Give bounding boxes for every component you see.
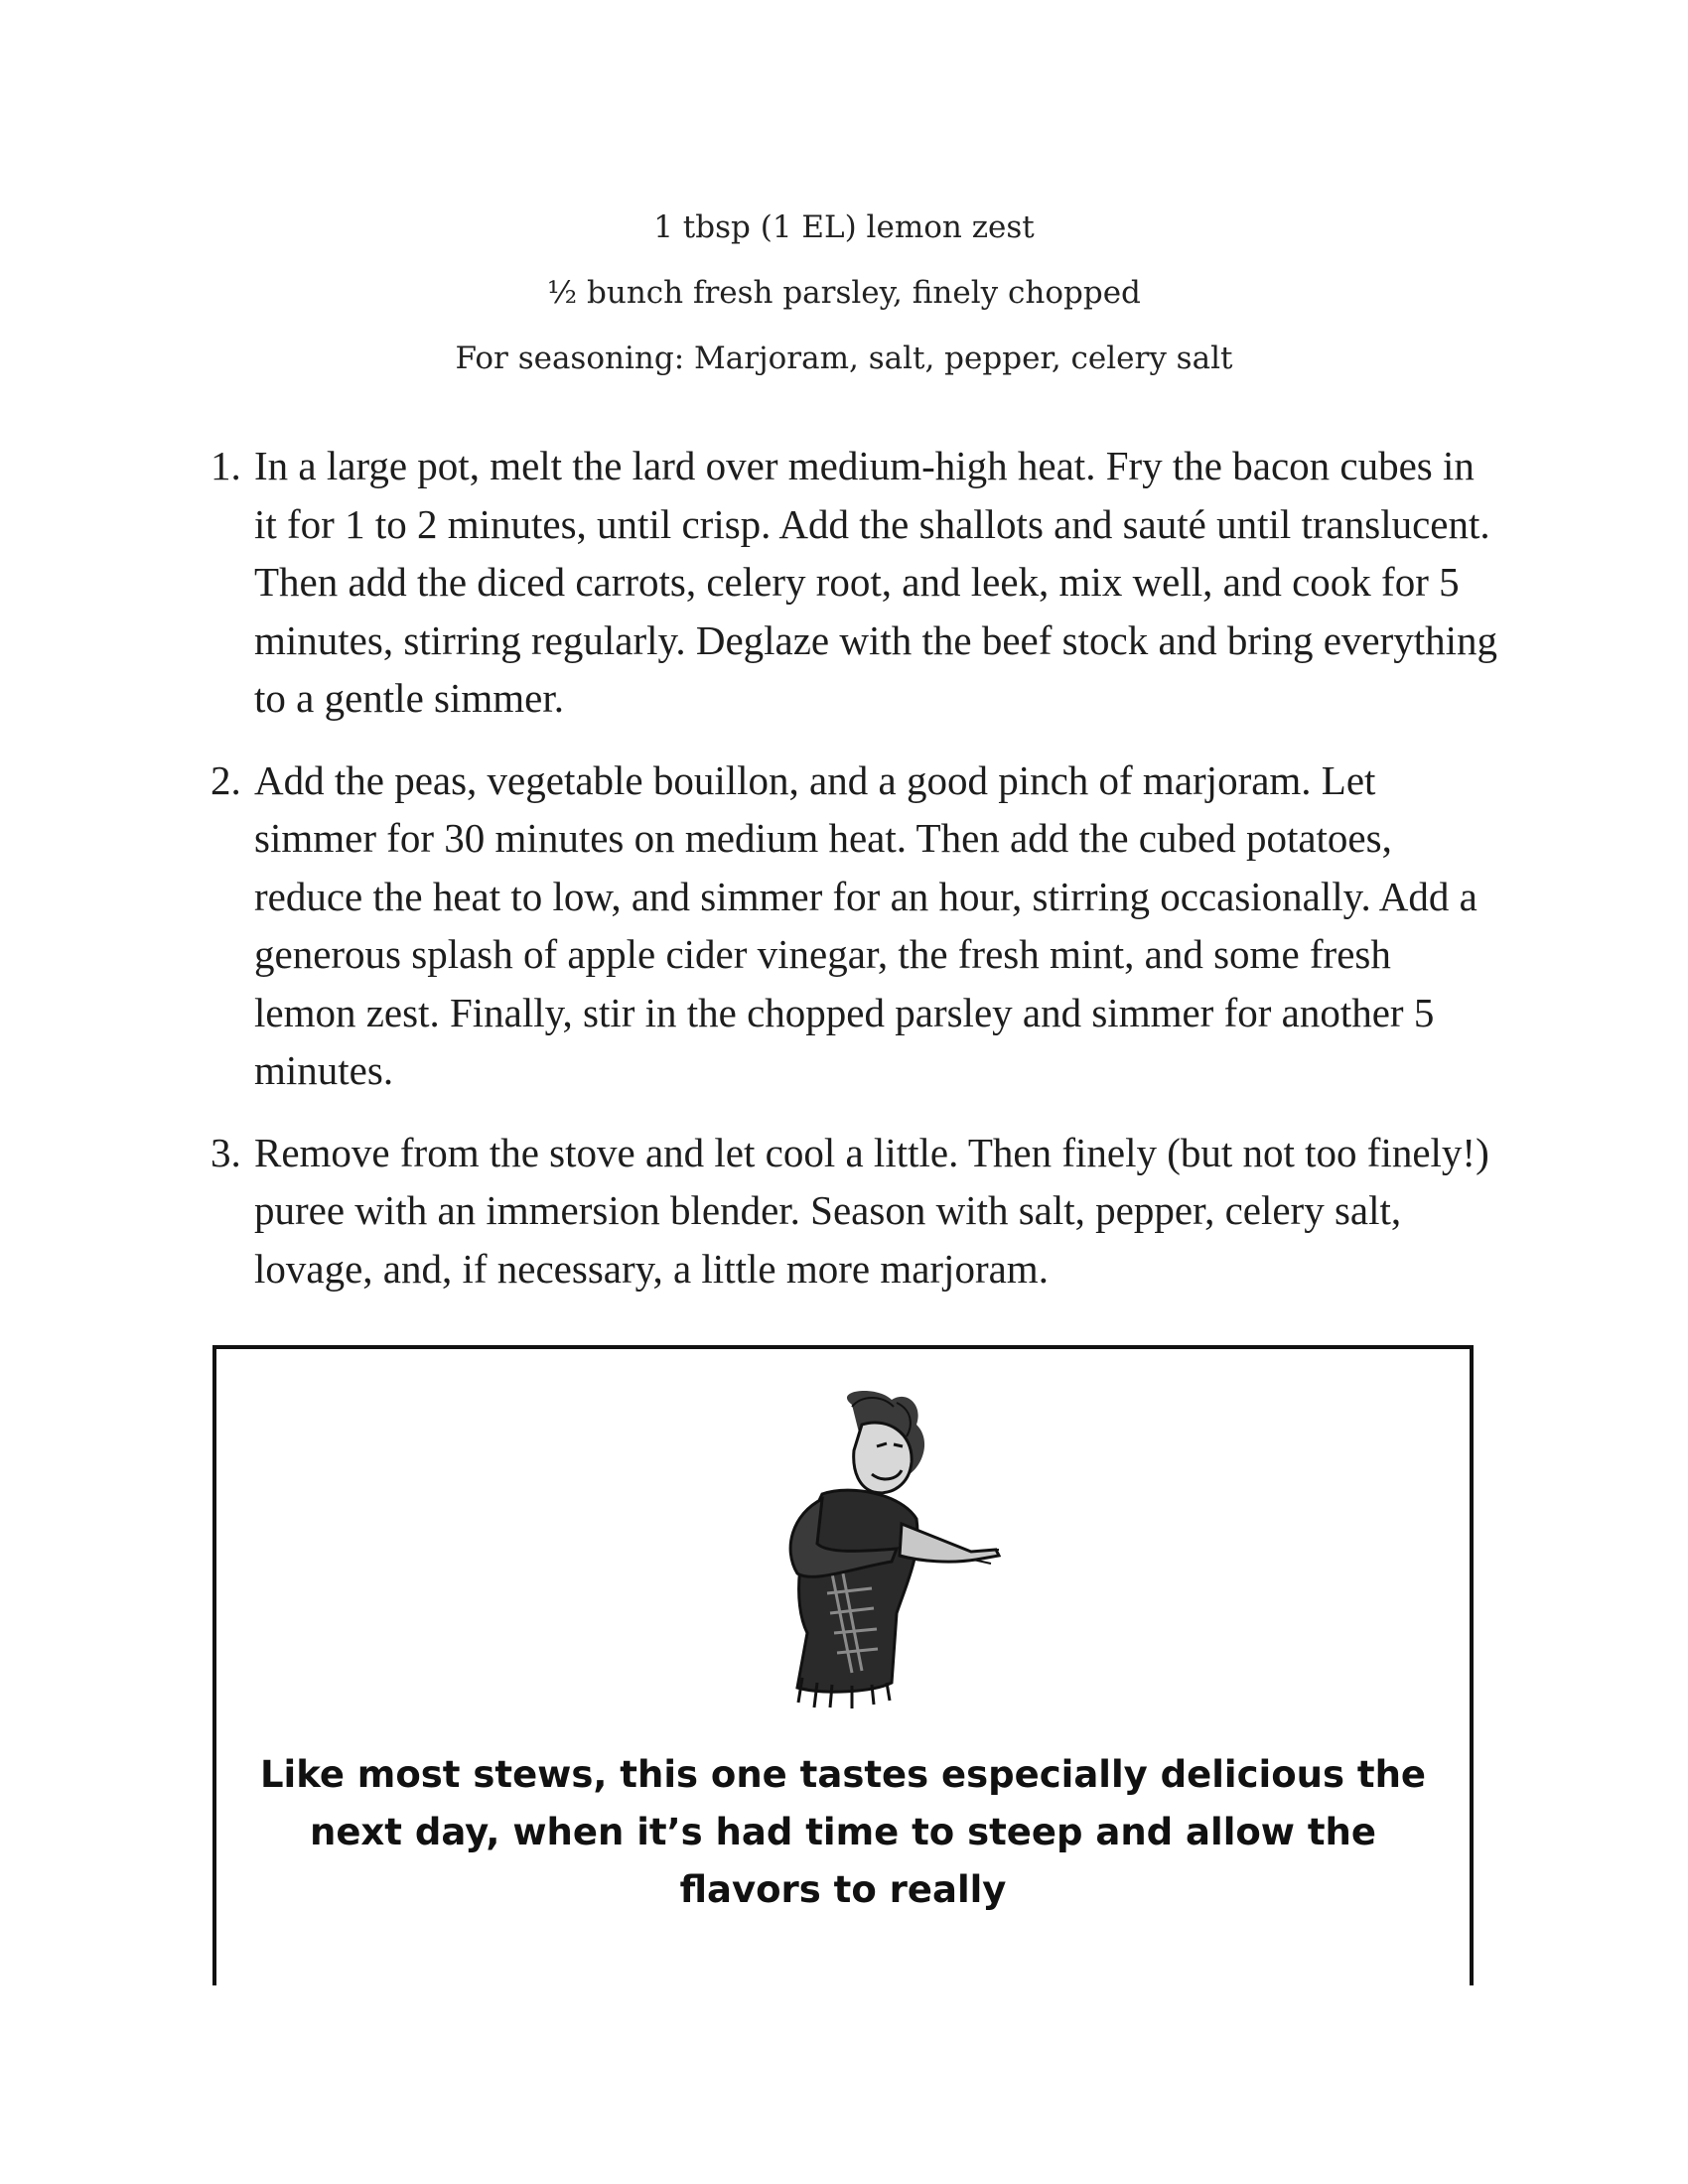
instruction-steps	[211, 437, 1501, 1321]
step-number: 2.	[211, 756, 241, 803]
ingredient-line: 1 tbsp (1 EL) lemon zest	[653, 209, 1035, 245]
instruction-step	[211, 1124, 1501, 1298]
step-text: Add the peas, vegetable bouillon, and a good pinch of marjoram. Let simmer for 30 minutes on medium heat. Then add the cubed potatoes, reduce the heat to low, and simmer for an hour, stirring occasionally. Add a generous splash of apple cider vinegar, the fresh mint, and some fresh lemon zest. Finally, stir in the chopped parsley and simmer for another 5 minutes.	[254, 756, 1477, 1093]
step-text: In a large pot, melt the lard over medium-high heat. Fry the bacon cubes in it for 1 to 2 minutes, until crisp. Add the shallots and sauté until translucent. Then add the diced carrots, celery root, and leek, mix well, and cook for 5 minutes, stirring regularly. Deglaze with the beef stock and bring everything to a gentle simmer.	[254, 443, 1498, 721]
tip-text: Like most stews, this one tastes especially delicious the next day, when it’s had time to steep and allow the flavors to really	[259, 1753, 1427, 1911]
step-number: 1.	[211, 443, 241, 488]
step-text: Remove from the stove and let cool a little. Then finely (but not too finely!) puree with an immersion blender. Season with salt, pepper, celery salt, lovage, and, if necessary, a little more marjoram.	[254, 1129, 1489, 1292]
tip-box	[212, 1345, 1474, 1985]
ingredient-line: ½ bunch fresh parsley, finely chopped	[547, 275, 1141, 311]
ingredient-list	[0, 195, 1688, 391]
pointing-figure-illustration	[703, 1385, 1001, 1712]
step-number: 3.	[211, 1129, 241, 1175]
ingredient-line: For seasoning: Marjoram, salt, pepper, celery salt	[455, 341, 1233, 376]
instruction-step	[211, 437, 1501, 728]
instruction-step	[211, 751, 1501, 1100]
